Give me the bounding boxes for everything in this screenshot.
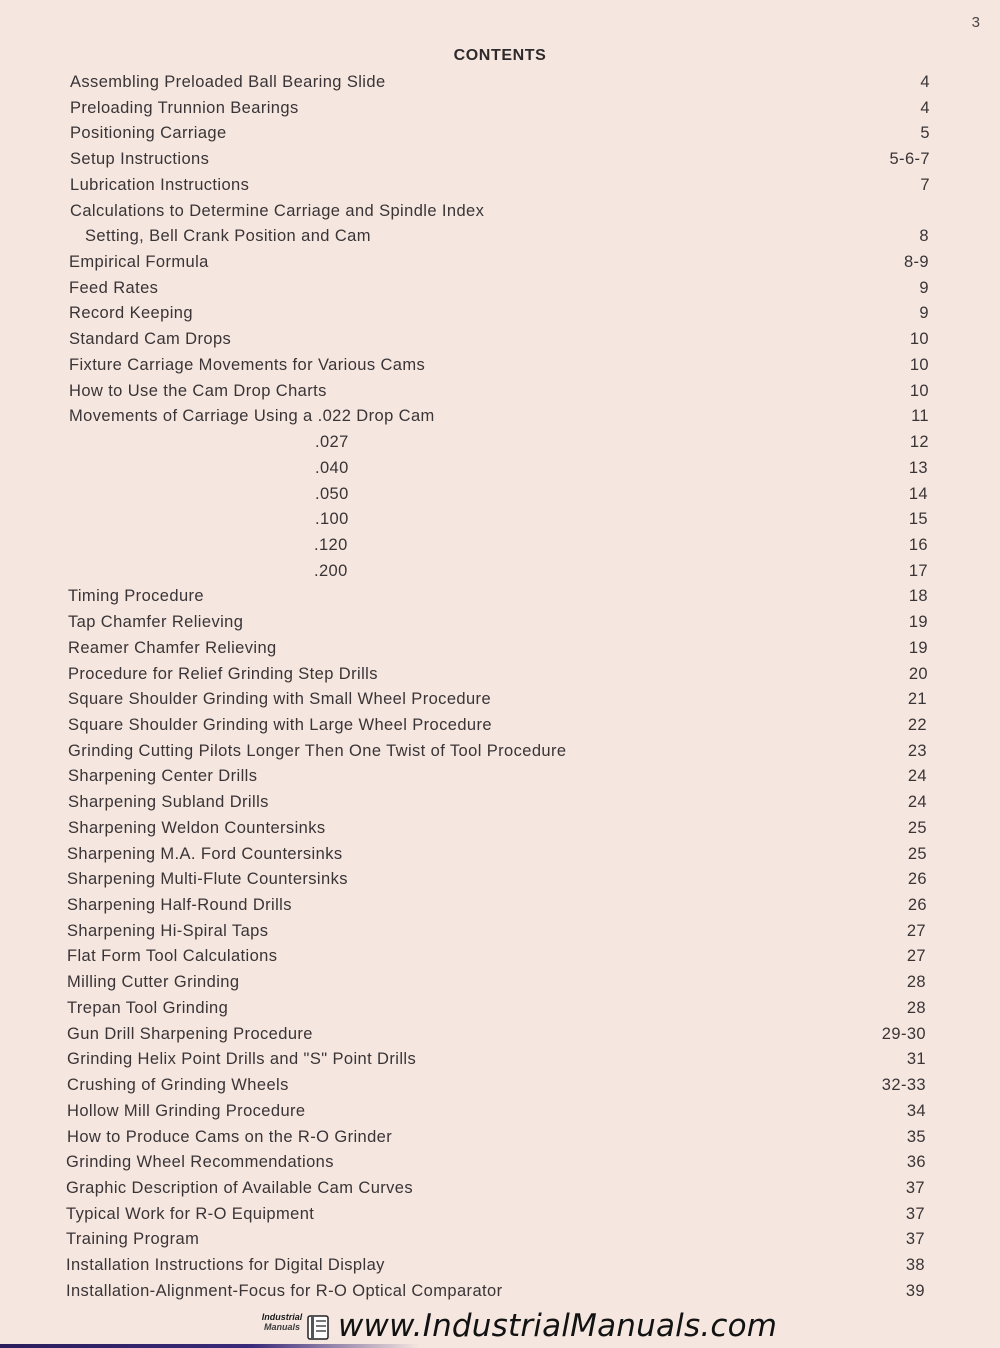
toc-entry [67,971,926,993]
toc-entry [70,71,930,93]
toc-entry-title: Gun Drill Sharpening Procedure [67,1024,313,1043]
toc-entry-page: 25 [907,818,927,837]
toc-entry [67,920,926,942]
toc-entry [315,431,929,453]
toc-entry [68,791,927,813]
toc-entry [66,1254,925,1276]
toc-entry-page: 37 [905,1204,925,1223]
toc-entry [66,1280,925,1302]
toc-entry-page: 35 [906,1127,926,1146]
toc-entry [67,843,927,865]
toc-entry [68,611,928,633]
toc-entry-page: 32-33 [881,1076,926,1095]
toc-entry-page: 5-6-7 [889,150,930,169]
toc-entry [70,97,930,119]
toc-entry [315,483,928,505]
toc-entry-page: 15 [908,510,928,529]
toc-entry-title: .120 [314,535,348,554]
toc-entry-page: 19 [908,613,928,632]
toc-entry-page: 39 [905,1281,925,1300]
toc-entry [69,354,929,376]
toc-entry [66,1177,925,1199]
page-title: CONTENTS [453,47,547,64]
toc-entry [67,1126,926,1148]
toc-entry-title: .050 [315,484,349,503]
toc-entry-title: Sharpening Half-Round Drills [67,896,292,915]
toc-entry-page: 13 [908,458,928,477]
toc-entry-page: 22 [907,716,927,734]
toc-entry-title: Training Program [66,1230,200,1249]
toc-entry-title: Flat Form Tool Calculations [67,947,278,966]
toc-entry [315,508,928,530]
toc-entry [68,765,927,787]
toc-entry-title: Installation Instructions for Digital Display [66,1256,385,1275]
toc-entry-title: Setup Instructions [70,150,210,169]
book-icon [306,1313,332,1341]
toc-entry [70,148,930,170]
page-number: 3 [971,14,980,31]
toc-entry-page: 11 [911,407,929,426]
toc-entry [70,122,930,144]
toc-entry-page: 28 [906,998,926,1017]
toc-entry-page: 27 [906,947,926,966]
toc-entry-title: Setting, Bell Crank Position and Cam [85,227,371,246]
toc-entry-title: Empirical Formula [69,253,209,272]
toc-entry-title: Sharpening Subland Drills [68,793,269,812]
toc-entry-page: 26 [907,870,927,889]
toc-entry-page: 21 [907,690,927,709]
toc-entry-page: 36 [906,1153,926,1172]
toc-entry-page: 8-9 [903,253,929,272]
toc-entry [68,714,927,736]
toc-entry-title: How to Produce Cams on the R-O Grinder [67,1127,393,1146]
toc-entry-page: 12 [909,433,929,452]
toc-entry-page: 25 [907,844,927,863]
toc-entry-title: .040 [315,458,349,477]
toc-entry-title: Standard Cam Drops [69,330,232,349]
toc-entry [69,328,929,350]
toc-entry-title: Reamer Chamfer Relieving [68,638,277,657]
toc-entry [68,663,928,685]
toc-entry-title: .027 [315,433,349,452]
toc-entry-page: 18 [908,587,928,606]
toc-entry [67,1074,926,1096]
toc-entry-title: Record Keeping [69,304,193,323]
toc-entry-title: Timing Procedure [68,587,205,606]
toc-entry [69,251,929,273]
toc-entry-page: 31 [906,1050,926,1069]
toc-entry-title: .200 [314,561,348,580]
toc-entry-title: Tap Chamfer Relieving [68,613,244,632]
toc-entry-title: Square Shoulder Grinding with Large Wheel Procedure [68,716,492,734]
toc-entry-title: Feed Rates [69,278,159,297]
toc-entry-title: Procedure for Relief Grinding Step Drills [68,664,378,683]
toc-entry-page: 37 [905,1230,925,1249]
toc-entry-page: 23 [907,741,927,760]
toc-entry-title: Square Shoulder Grinding with Small Wheel Procedure [68,690,492,709]
footer [0,1306,1000,1348]
toc-entry-title: How to Use the Cam Drop Charts [69,381,327,400]
toc-entry-title: Grinding Cutting Pilots Longer Then One Twist of Tool Procedure [68,741,567,760]
toc-entry-title: Milling Cutter Grinding [67,973,240,992]
toc-entry [70,200,929,222]
toc-entry-title: Grinding Wheel Recommendations [66,1153,334,1172]
toc-entry-page: 10 [909,355,929,374]
toc-entry-page: 28 [906,973,926,992]
toc-entry-page: 38 [905,1256,925,1275]
toc-entry [85,225,929,247]
toc-entry-page: 16 [908,535,928,554]
toc-entry-page: 26 [907,896,927,915]
toc-entry-page: 7 [920,175,930,194]
toc-entry-title: Sharpening Hi-Spiral Taps [67,921,269,940]
toc-entry-page: 10 [909,381,929,400]
toc-entry-title: Sharpening Center Drills [68,767,258,786]
toc-entry-title: Lubrication Instructions [70,175,250,194]
toc-entry [67,868,927,890]
toc-entry-page: 9 [919,304,929,323]
toc-entry-page: 20 [908,664,928,683]
toc-entry [69,405,929,427]
toc-entry-title: Fixture Carriage Movements for Various Cams [69,355,426,374]
toc-entry-page: 34 [906,1101,926,1120]
toc-entry [315,457,928,479]
toc-entry-title: Grinding Helix Point Drills and "S" Point Drills [67,1050,417,1069]
toc-entry-page: 37 [905,1178,925,1197]
logo-line-2: Manuals [263,1322,300,1332]
toc-entry-title: Sharpening Weldon Countersinks [68,818,326,837]
toc-entry-title: Preloading Trunnion Bearings [70,98,299,117]
toc-entry [68,688,927,710]
bottom-color-band [0,1344,420,1348]
toc-entry-title: Movements of Carriage Using a .022 Drop Cam [69,407,435,426]
toc-entry [68,817,927,839]
toc-entry-title: Sharpening Multi-Flute Countersinks [67,870,348,889]
toc-entry-page: 9 [919,278,929,297]
toc-entry-page: 10 [909,330,929,349]
toc-entry [314,534,928,556]
toc-entry-page: 17 [908,561,928,580]
toc-entry [66,1228,925,1250]
toc-entry [69,302,929,324]
toc-entry [69,277,929,299]
toc-entry [67,945,926,967]
toc-entry-title: Hollow Mill Grinding Procedure [67,1101,306,1120]
toc-entry-title: .100 [315,510,349,529]
toc-entry-title: Sharpening M.A. Ford Countersinks [67,844,343,863]
toc-entry [66,1203,925,1225]
toc-entry-page: 29-30 [881,1024,926,1043]
toc-entry [67,894,927,916]
toc-entry-page: 14 [908,484,928,503]
toc-entry [68,585,928,607]
toc-entry-title: Graphic Description of Available Cam Curves [66,1178,414,1197]
toc-entry [66,1151,926,1173]
toc-entry [67,997,926,1019]
toc-entry-title: Trepan Tool Grinding [67,998,229,1017]
logo-line-1: Industrial [261,1312,303,1322]
toc-entry-title: Positioning Carriage [70,124,227,143]
toc-entry [67,1100,926,1122]
toc-entry [69,380,929,402]
toc-entry-page: 27 [906,921,926,940]
toc-entry-page: 8 [919,227,929,246]
toc-entry-page: 24 [907,767,927,786]
toc-entry-page: 4 [920,73,930,91]
toc-entry-title: Assembling Preloaded Ball Bearing Slide [70,73,386,91]
toc-entry [68,740,927,762]
toc-entry-title: Installation-Alignment-Focus for R-O Optical Comparator [66,1281,503,1300]
toc-entry [314,560,928,582]
industrial-manuals-logo [256,1312,332,1342]
toc-entry-page: 19 [908,638,928,657]
toc-entry [67,1048,926,1070]
toc-entry-page: 5 [920,124,930,143]
toc-entry-title: Crushing of Grinding Wheels [67,1076,289,1095]
toc-entry-title: Calculations to Determine Carriage and Spindle Index [70,201,485,220]
toc-entry-page: 24 [907,793,927,812]
toc-entry [67,1023,926,1045]
toc-entry [68,637,928,659]
toc-entry-page: 4 [920,98,930,117]
website-url[interactable]: www.IndustrialManuals.com [338,1308,778,1344]
toc-entry-title: Typical Work for R-O Equipment [66,1204,315,1223]
toc-entry [70,174,930,196]
